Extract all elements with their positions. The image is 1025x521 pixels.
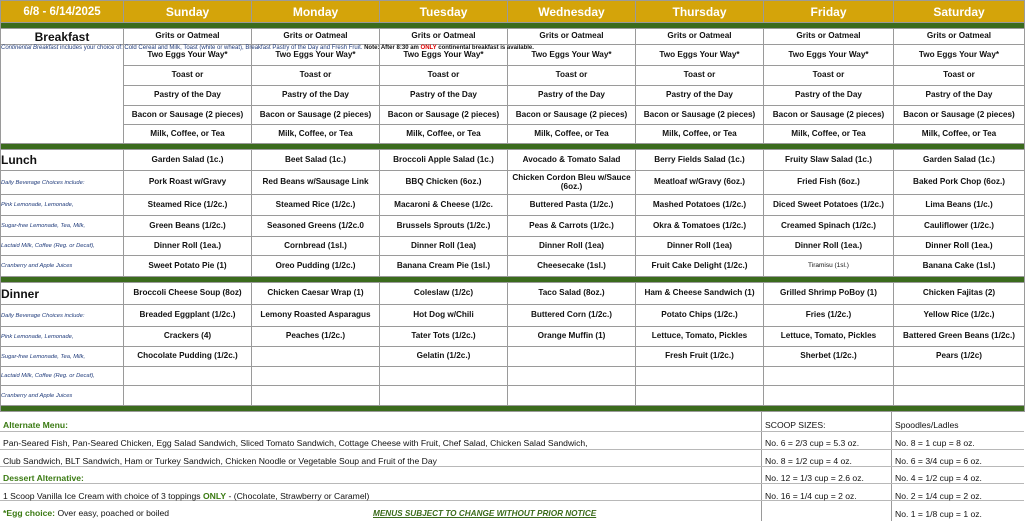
lunch-item: Brussels Sprouts (1/2c.) xyxy=(380,216,508,237)
header-row xyxy=(1,1,1025,23)
lunch-item: Baked Pork Chop (6oz.) xyxy=(894,171,1025,195)
lunch-item: Sweet Potato Pie (1) xyxy=(124,256,252,277)
dinner-item: Peaches (1/2c.) xyxy=(252,327,380,347)
breakfast-item: Milk, Coffee, or Tea xyxy=(764,125,894,144)
dinner-item xyxy=(508,386,636,406)
dinner-item: Fresh Fruit (1/2c.) xyxy=(636,347,764,367)
lunch-item: Steamed Rice (1/2c.) xyxy=(252,195,380,216)
alternate-menu-title: Alternate Menu: xyxy=(3,420,68,430)
breakfast-item: Grits or Oatmeal xyxy=(764,29,894,45)
dinner-item: Coleslaw (1/2c) xyxy=(380,283,508,305)
date-range: 6/8 - 6/14/2025 xyxy=(1,1,124,23)
beverage-note: Lactaid Milk, Coffee (Reg. or Decaf), xyxy=(1,237,124,256)
scoop-size-item: No. 12 = 1/3 cup = 2.6 oz. xyxy=(765,473,864,483)
lunch-item: Seasoned Greens (1/2c.0 xyxy=(252,216,380,237)
beverage-note: Pink Lemonade, Lemonade, xyxy=(1,327,124,347)
breakfast-title: Breakfast xyxy=(1,29,124,45)
breakfast-item: Bacon or Sausage (2 pieces) xyxy=(124,106,252,125)
dinner-item: Buttered Corn (1/2c.) xyxy=(508,305,636,327)
breakfast-item: Toast or xyxy=(508,66,636,86)
lunch-row xyxy=(1,216,1025,237)
breakfast-row xyxy=(1,66,1025,86)
breakfast-item: Grits or Oatmeal xyxy=(124,29,252,45)
breakfast-item: Milk, Coffee, or Tea xyxy=(380,125,508,144)
scoop-sizes-title: SCOOP SIZES: xyxy=(765,420,826,430)
dinner-item: Chicken Caesar Wrap (1) xyxy=(252,283,380,305)
dinner-item xyxy=(252,386,380,406)
dessert-alternative-title: Dessert Alternative: xyxy=(3,473,84,483)
dinner-item xyxy=(764,367,894,386)
lunch-item: Buttered Pasta (1/2c.) xyxy=(508,195,636,216)
lunch-row xyxy=(1,237,1025,256)
beverage-note: Sugar-free Lemonade, Tea, Milk, xyxy=(1,216,124,237)
day-header-wednesday: Wednesday xyxy=(508,1,636,23)
beverage-note: Daily Beverage Choices include: xyxy=(1,171,124,195)
scoop-size-item: No. 8 = 1/2 cup = 4 oz. xyxy=(765,456,852,466)
beverage-note: Lactaid Milk, Coffee (Reg. or Decaf), xyxy=(1,367,124,386)
lunch-item: Berry Fields Salad (1c.) xyxy=(636,150,764,171)
lunch-row xyxy=(1,195,1025,216)
dinner-item: Taco Salad (8oz.) xyxy=(508,283,636,305)
dinner-item xyxy=(894,386,1025,406)
dinner-title: Dinner xyxy=(1,283,124,305)
breakfast-item: Two Eggs Your Way* xyxy=(508,45,636,66)
lunch-item: Dinner Roll (1ea.) xyxy=(894,237,1025,256)
breakfast-item: Two Eggs Your Way* xyxy=(252,45,380,66)
dinner-row xyxy=(1,367,1025,386)
section-divider xyxy=(1,406,1025,412)
lunch-item: BBQ Chicken (6oz.) xyxy=(380,171,508,195)
breakfast-item: Grits or Oatmeal xyxy=(636,29,764,45)
lunch-item: Beet Salad (1c.) xyxy=(252,150,380,171)
breakfast-item: Bacon or Sausage (2 pieces) xyxy=(764,106,894,125)
breakfast-item: Milk, Coffee, or Tea xyxy=(894,125,1025,144)
dinner-item: Sherbet (1/2c.) xyxy=(764,347,894,367)
dinner-item xyxy=(508,367,636,386)
dinner-item xyxy=(252,347,380,367)
lunch-item: Dinner Roll (1ea) xyxy=(508,237,636,256)
dinner-item: Pears (1/2c) xyxy=(894,347,1025,367)
lunch-item: Cheesecake (1sl.) xyxy=(508,256,636,277)
dinner-item xyxy=(380,386,508,406)
lunch-item: Macaroni & Cheese (1/2c. xyxy=(380,195,508,216)
lunch-item: Cornbread (1sl.) xyxy=(252,237,380,256)
dinner-item: Tater Tots (1/2c.) xyxy=(380,327,508,347)
lunch-item: Dinner Roll (1ea.) xyxy=(764,237,894,256)
dinner-row xyxy=(1,305,1025,327)
lunch-item: Pork Roast w/Gravy xyxy=(124,171,252,195)
breakfast-row xyxy=(1,125,1025,144)
dinner-item xyxy=(894,367,1025,386)
lunch-title: Lunch xyxy=(1,150,124,171)
breakfast-row xyxy=(1,86,1025,106)
lunch-item: Green Beans (1/2c.) xyxy=(124,216,252,237)
dinner-item xyxy=(380,367,508,386)
lunch-item: Chicken Cordon Bleu w/Sauce (6oz.) xyxy=(508,171,636,195)
continental-breakfast-note: Continental Breakfast includes your choice of: Cold Cereal and Milk, Toast (white or wheat), Breakfast Pastry of the Day and Fresh Fruit. Note: After 8:30 am ONLY continental breakfast is available. xyxy=(1,45,124,144)
breakfast-item: Grits or Oatmeal xyxy=(252,29,380,45)
dinner-item: Gelatin (1/2c.) xyxy=(380,347,508,367)
day-header-friday: Friday xyxy=(764,1,894,23)
dinner-item: Crackers (4) xyxy=(124,327,252,347)
ladle-size-item: No. 4 = 1/2 cup = 4 oz. xyxy=(895,473,982,483)
breakfast-item: Two Eggs Your Way* xyxy=(764,45,894,66)
dinner-item xyxy=(636,386,764,406)
dinner-item xyxy=(636,367,764,386)
breakfast-item: Toast or xyxy=(636,66,764,86)
footer xyxy=(0,412,1024,521)
dinner-row xyxy=(1,386,1025,406)
day-header-thursday: Thursday xyxy=(636,1,764,23)
breakfast-item: Toast or xyxy=(764,66,894,86)
breakfast-item: Milk, Coffee, or Tea xyxy=(508,125,636,144)
lunch-item: Garden Salad (1c.) xyxy=(124,150,252,171)
lunch-item: Oreo Pudding (1/2c.) xyxy=(252,256,380,277)
dinner-item: Lettuce, Tomato, Pickles xyxy=(764,327,894,347)
lunch-item: Broccoli Apple Salad (1c.) xyxy=(380,150,508,171)
breakfast-item: Bacon or Sausage (2 pieces) xyxy=(252,106,380,125)
dinner-item: Chicken Fajitas (2) xyxy=(894,283,1025,305)
dinner-item: Orange Muffin (1) xyxy=(508,327,636,347)
dinner-item xyxy=(508,347,636,367)
dinner-item: Battered Green Beans (1/2c.) xyxy=(894,327,1025,347)
dessert-alternative-text: 1 Scoop Vanilla Ice Cream with choice of 3 toppings ONLY - (Chocolate, Strawberry or Caramel) xyxy=(3,491,370,501)
lunch-item: Cauliflower (1/2c.) xyxy=(894,216,1025,237)
breakfast-item: Grits or Oatmeal xyxy=(894,29,1025,45)
lunch-item: Avocado & Tomato Salad xyxy=(508,150,636,171)
breakfast-item: Grits or Oatmeal xyxy=(508,29,636,45)
dinner-item: Lettuce, Tomato, Pickles xyxy=(636,327,764,347)
breakfast-item: Bacon or Sausage (2 pieces) xyxy=(894,106,1025,125)
breakfast-item: Pastry of the Day xyxy=(636,86,764,106)
dinner-item: Ham & Cheese Sandwich (1) xyxy=(636,283,764,305)
dinner-item: Potato Chips (1/2c.) xyxy=(636,305,764,327)
lunch-item: Peas & Carrots (1/2c.) xyxy=(508,216,636,237)
dinner-item: Fries (1/2c.) xyxy=(764,305,894,327)
beverage-note: Cranberry and Apple Juices xyxy=(1,256,124,277)
lunch-item: Banana Cake (1sl.) xyxy=(894,256,1025,277)
dinner-item: Breaded Eggplant (1/2c.) xyxy=(124,305,252,327)
breakfast-item: Pastry of the Day xyxy=(508,86,636,106)
ladle-size-item: No. 8 = 1 cup = 8 oz. xyxy=(895,438,975,448)
breakfast-item: Two Eggs Your Way* xyxy=(124,45,252,66)
lunch-item: Red Beans w/Sausage Link xyxy=(252,171,380,195)
breakfast-item: Bacon or Sausage (2 pieces) xyxy=(380,106,508,125)
breakfast-item: Toast or xyxy=(894,66,1025,86)
dinner-item xyxy=(764,386,894,406)
lunch-item: Garden Salad (1c.) xyxy=(894,150,1025,171)
dinner-item xyxy=(124,367,252,386)
breakfast-row xyxy=(1,29,1025,45)
egg-choice-note: *Egg choice: Over easy, poached or boiled xyxy=(3,508,170,518)
breakfast-item: Milk, Coffee, or Tea xyxy=(252,125,380,144)
breakfast-item: Pastry of the Day xyxy=(252,86,380,106)
breakfast-item: Milk, Coffee, or Tea xyxy=(636,125,764,144)
breakfast-item: Toast or xyxy=(252,66,380,86)
dinner-item xyxy=(124,386,252,406)
breakfast-item: Toast or xyxy=(380,66,508,86)
breakfast-item: Pastry of the Day xyxy=(764,86,894,106)
lunch-item: Tiramisu (1sl.) xyxy=(764,256,894,277)
day-header-monday: Monday xyxy=(252,1,380,23)
alternate-menu-line-2: Club Sandwich, BLT Sandwich, Ham or Turkey Sandwich, Chicken Noodle or Vegetable Soup and Fruit of the Day xyxy=(3,456,437,466)
day-header-sunday: Sunday xyxy=(124,1,252,23)
lunch-item: Fruity Slaw Salad (1c.) xyxy=(764,150,894,171)
dinner-item: Lemony Roasted Asparagus xyxy=(252,305,380,327)
lunch-item: Dinner Roll (1ea) xyxy=(380,237,508,256)
ladle-size-item: No. 1 = 1/8 cup = 1 oz. xyxy=(895,509,982,519)
lunch-item: Creamed Spinach (1/2c.) xyxy=(764,216,894,237)
day-header-saturday: Saturday xyxy=(894,1,1025,23)
lunch-item: Mashed Potatoes (1/2c.) xyxy=(636,195,764,216)
lunch-item: Banana Cream Pie (1sl.) xyxy=(380,256,508,277)
dinner-item xyxy=(252,367,380,386)
breakfast-item: Pastry of the Day xyxy=(380,86,508,106)
breakfast-item: Pastry of the Day xyxy=(124,86,252,106)
lunch-item: Fried Fish (6oz.) xyxy=(764,171,894,195)
beverage-note: Cranberry and Apple Juices xyxy=(1,386,124,406)
change-notice: MENUS SUBJECT TO CHANGE WITHOUT PRIOR NOTICE xyxy=(373,509,597,518)
breakfast-item: Two Eggs Your Way* xyxy=(636,45,764,66)
scoop-size-item: No. 6 = 2/3 cup = 5.3 oz. xyxy=(765,438,860,448)
lunch-item: Fruit Cake Delight (1/2c.) xyxy=(636,256,764,277)
beverage-note: Daily Beverage Choices include: xyxy=(1,305,124,327)
ladle-size-item: No. 6 = 3/4 cup = 6 oz. xyxy=(895,456,982,466)
lunch-item: Meatloaf w/Gravy (6oz.) xyxy=(636,171,764,195)
breakfast-item: Bacon or Sausage (2 pieces) xyxy=(508,106,636,125)
breakfast-item: Pastry of the Day xyxy=(894,86,1025,106)
lunch-row xyxy=(1,150,1025,171)
beverage-note: Sugar-free Lemonade, Tea, Milk, xyxy=(1,347,124,367)
lunch-item: Lima Beans (1/c.) xyxy=(894,195,1025,216)
alternate-menu-line-1: Pan-Seared Fish, Pan-Seared Chicken, Egg Salad Sandwich, Sliced Tomato Sandwich, Cottage Cheese with Fruit, Chef Salad, Chicken Salad Sandwich, xyxy=(3,438,588,448)
breakfast-item: Toast or xyxy=(124,66,252,86)
dinner-item: Hot Dog w/Chili xyxy=(380,305,508,327)
day-header-tuesday: Tuesday xyxy=(380,1,508,23)
lunch-item: Dinner Roll (1ea.) xyxy=(124,237,252,256)
breakfast-item: Bacon or Sausage (2 pieces) xyxy=(636,106,764,125)
lunch-row xyxy=(1,171,1025,195)
lunch-row xyxy=(1,256,1025,277)
dinner-item: Yellow Rice (1/2c.) xyxy=(894,305,1025,327)
dinner-item: Grilled Shrimp PoBoy (1) xyxy=(764,283,894,305)
dinner-row xyxy=(1,327,1025,347)
ladle-sizes-title: Spoodles/Ladles xyxy=(895,420,959,430)
breakfast-item: Grits or Oatmeal xyxy=(380,29,508,45)
breakfast-row xyxy=(1,106,1025,125)
beverage-note: Pink Lemonade, Lemonade, xyxy=(1,195,124,216)
lunch-item: Steamed Rice (1/2c.) xyxy=(124,195,252,216)
scoop-size-item: No. 16 = 1/4 cup = 2 oz. xyxy=(765,491,857,501)
dinner-item: Chocolate Pudding (1/2c.) xyxy=(124,347,252,367)
breakfast-row xyxy=(1,45,1025,66)
breakfast-item: Two Eggs Your Way* xyxy=(894,45,1025,66)
dinner-row xyxy=(1,347,1025,367)
breakfast-item: Two Eggs Your Way* xyxy=(380,45,508,66)
menu-body xyxy=(1,23,1025,412)
breakfast-item: Milk, Coffee, or Tea xyxy=(124,125,252,144)
ladle-size-item: No. 2 = 1/4 cup = 2 oz. xyxy=(895,491,982,501)
dinner-row xyxy=(1,283,1025,305)
lunch-item: Dinner Roll (1ea) xyxy=(636,237,764,256)
dinner-item: Broccoli Cheese Soup (8oz) xyxy=(124,283,252,305)
lunch-item: Okra & Tomatoes (1/2c.) xyxy=(636,216,764,237)
lunch-item: Diced Sweet Potatoes (1/2c.) xyxy=(764,195,894,216)
